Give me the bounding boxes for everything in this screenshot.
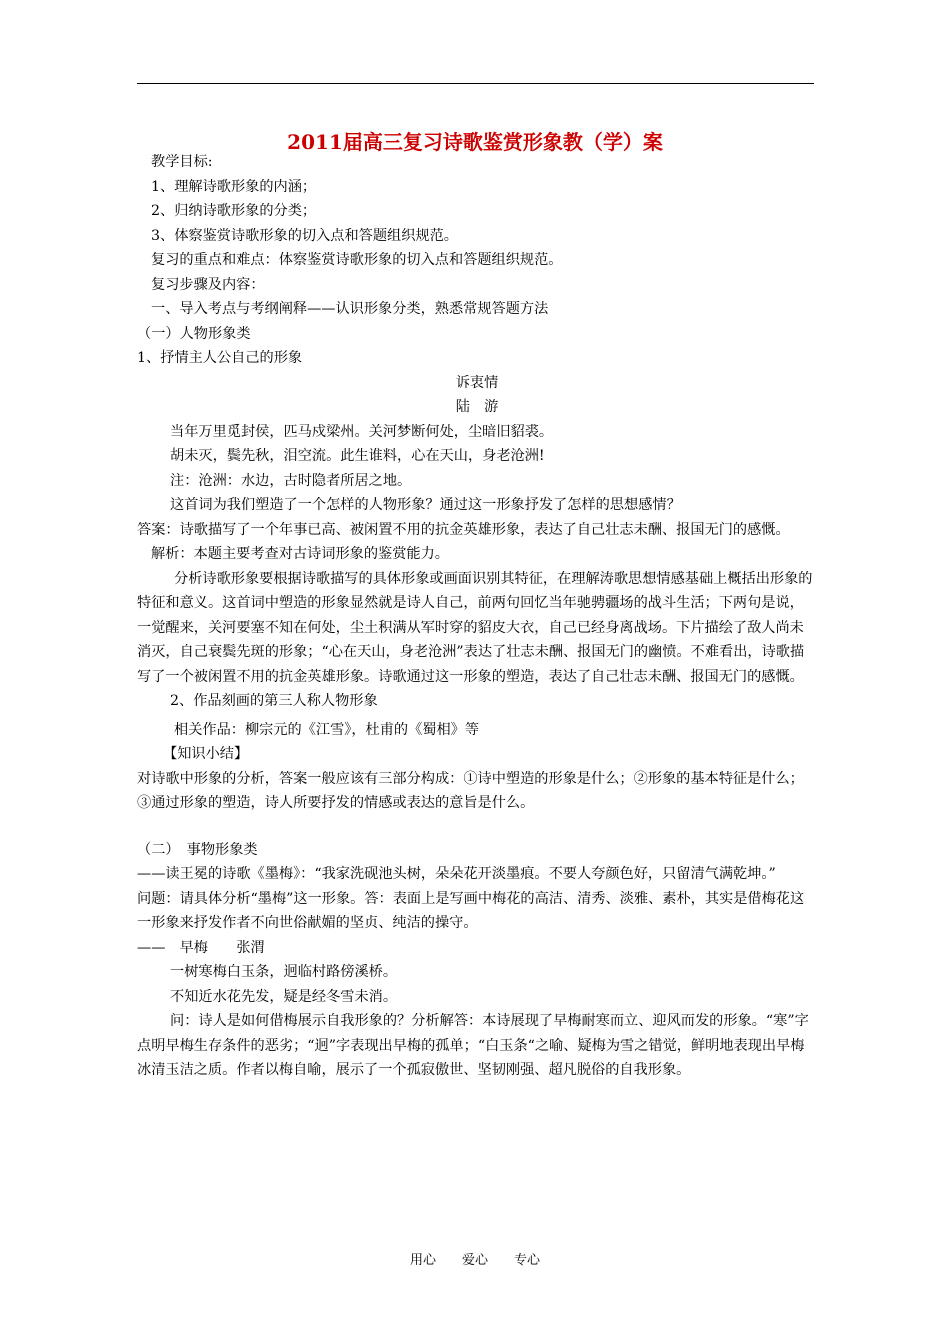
- analysis-heading: 解析：本题主要考查对古诗词形象的鉴赏能力。: [151, 546, 449, 562]
- summary-heading: 【知识小结】: [163, 746, 249, 762]
- poem-line-2: 胡未灭，鬓先秋，泪空流。此生谁料，心在天山，身老沧洲!: [170, 448, 545, 464]
- mo-mei-intro: ——读王冕的诗歌《墨梅》：“我家洗砚池头树，朵朵花开淡墨痕。不要人夸颜色好，只留清气满乾坤。”: [137, 866, 776, 882]
- subsection-2-heading: （二） 事物形象类: [137, 841, 258, 858]
- zao-mei-line-2: 不知近水花先发，疑是经冬雪未消。: [170, 988, 398, 1005]
- item-1-heading: 1、抒情主人公自己的形象: [137, 350, 303, 366]
- poem-line-1: 当年万里觅封侯，匹马戍梁州。关河梦断何处，尘暗旧貂裘。: [170, 423, 554, 440]
- zao-mei-heading: —— 早梅 张渭: [137, 939, 265, 956]
- analysis-paragraph: 分析诗歌形象要根据诗歌描写的具体形象或画面识别其特征，在理解涛歌思想情感基础上概括出形象的特征和意义。这首词中塑造的形象显然就是诗人自己，前两句回忆当年驰骋疆场的战斗生活；下两句是说，一觉醒来，关河要塞不知在何处，尘土积满从军时穿的貂皮大衣，自己已经身离战场。下片描绘了敌人尚未消灭，自己衰鬓先斑的形象；“心在天山，身老沧洲”表达了壮志未酬、报国无门的幽愤。不难看出，诗歌描写了一个被闲置不用的抗金英雄形象。诗歌通过这一形象的塑造，表达了自己壮志未酬、报国无门的感慨。: [137, 570, 813, 685]
- related-works: 相关作品：柳宗元的《江雪》，杜甫的《蜀相》等: [174, 721, 480, 738]
- summary-text: 对诗歌中形象的分析，答案一般应该有三部分构成：①诗中塑造的形象是什么；②形象的基本特征是什么；③通过形象的塑造，诗人所要抒发的情感或表达的意旨是什么。: [137, 770, 804, 811]
- document-body: [137, 150, 817, 1083]
- objective-1: 1、理解诗歌形象的内涵；: [151, 178, 317, 195]
- answer: 答案：诗歌描写了一个年事已高、被闲置不用的抗金英雄形象，表达了自己壮志未酬、报国无门的感慨。: [137, 521, 790, 538]
- objectives-heading: 教学目标:: [151, 154, 213, 170]
- poem-title: 诉衷情: [455, 374, 499, 391]
- poem-author: 陆 游: [455, 399, 499, 415]
- document-title: 2011届高三复习诗歌鉴赏形象教（学）案: [287, 130, 663, 154]
- item-2-heading: 2、作品刻画的第三人称人物形象: [170, 693, 378, 709]
- steps-heading: 复习步骤及内容：: [151, 276, 265, 293]
- page-footer: 用心 爱心 专心: [409, 1253, 540, 1268]
- zao-mei-line-1: 一树寒梅白玉条，迥临村路傍溪桥。: [170, 964, 398, 980]
- key-points: 复习的重点和难点：体察鉴赏诗歌形象的切入点和答题组织规范。: [151, 252, 563, 268]
- question: 这首词为我们塑造了一个怎样的人物形象？通过这一形象抒发了怎样的思想感情？: [170, 497, 681, 513]
- poem-note: 注：沧洲：水边，古时隐者所居之地。: [170, 472, 412, 489]
- objective-2: 2、归纳诗歌形象的分类；: [151, 203, 317, 219]
- mo-mei-question: 问题：请具体分析“墨梅”这一形象。答：表面上是写画中梅花的高洁、清秀、淡雅、素朴，其实是借梅花这一形象来抒发作者不向世俗献媚的坚贞、纯洁的操守。: [137, 890, 805, 931]
- section-1-heading: 一、导入考点与考纲阐释——认识形象分类，熟悉常规答题方法: [151, 301, 549, 317]
- header-rule: [137, 83, 814, 84]
- objective-3: 3、体察鉴赏诗歌形象的切入点和答题组织规范。: [151, 227, 458, 244]
- subsection-1-heading: （一）人物形象类: [137, 325, 251, 342]
- zao-mei-analysis: 问：诗人是如何借梅展示自我形象的？分析解答：本诗展现了早梅耐寒而立、迎风而发的形象。“寒”字点明早梅生存条件的恶劣；“迥”字表现出早梅的孤单；“白玉条“之喻、疑梅为雪之错觉，鲜明地表现出早梅冰清玉洁之质。作者以梅自喻，展示了一个孤寂傲世、坚韧刚强、超凡脱俗的自我形象。: [137, 1013, 809, 1078]
